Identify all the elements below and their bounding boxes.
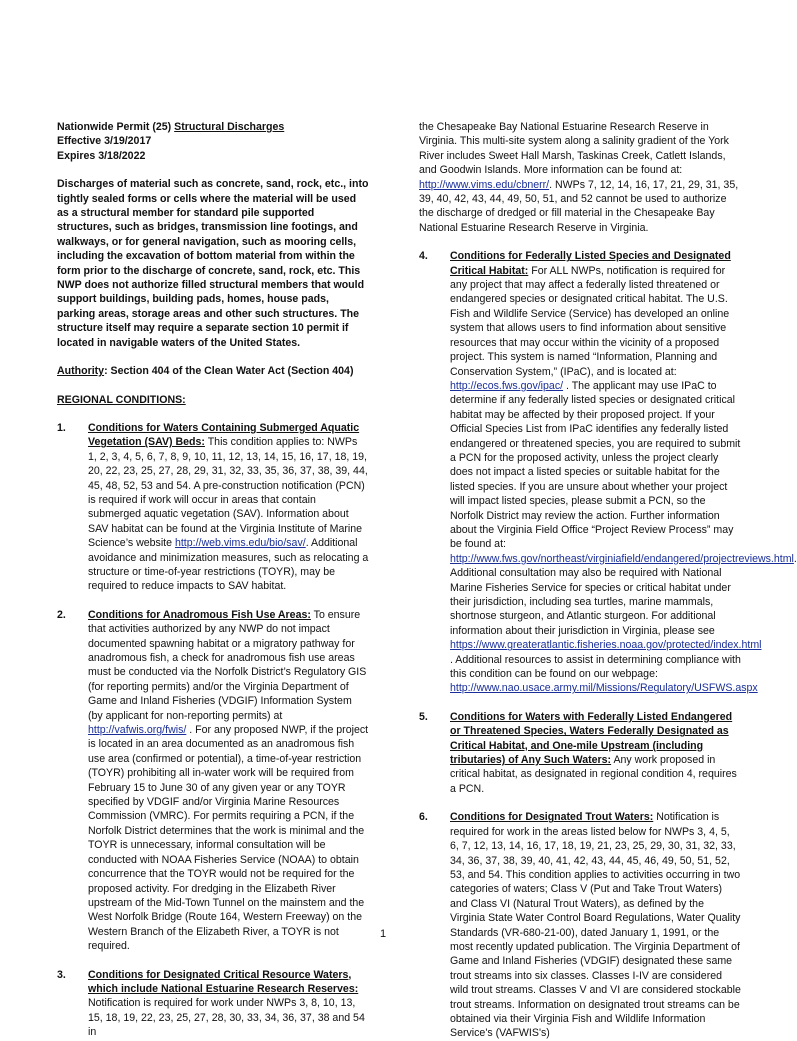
condition-3-title: Conditions for Designated Critical Resource Waters, which include National Estuarine Research Reserves: [88, 968, 359, 995]
right-column [419, 120, 797, 1041]
authority-line: Authority: Section 404 of the Clean Water Act (Section 404) [57, 365, 354, 378]
expires-date: Expires 3/18/2022 [57, 149, 146, 162]
permit-title: Nationwide Permit (25) Structural Discharges [57, 121, 285, 133]
ipac-link[interactable]: http://ecos.fws.gov/ipac/ [450, 379, 564, 392]
condition-5-title: Conditions for Waters with Federally Listed Endangered or Threatened Species, Waters Federally Designated as Critical Habitat, and One-mile Upstream (including tributaries) of Any Such Waters: [450, 710, 733, 767]
vafwis-link[interactable]: http://vafwis.org/fwis/ [88, 724, 187, 737]
effective-date: Effective 3/19/2017 [57, 135, 152, 148]
condition-2-title: Conditions for Anadromous Fish Use Areas: [88, 608, 311, 621]
usace-usfws-link[interactable]: http://www.nao.usace.army.mil/Missions/Regulatory/USFWS.aspx [450, 682, 758, 695]
page-number: 1 [380, 928, 387, 940]
condition-4-title: Conditions for Federally Listed Species and Designated Critical Habitat: [450, 250, 731, 277]
condition-3: 3. Conditions for Designated Critical Resource Waters, which include National Estuarine Research Reserves: Notification is required for work under NWPs 3, 8, 10, 13, 15, 18, 19, 22, 23, 25, 27, 28, 30, 33, 34, 36, 37, 38 and 54 in [57, 968, 365, 1039]
condition-2: 2. Conditions for Anadromous Fish Use Areas: To ensure that activities authorized by any NWP do not impact documented spawning habitat or a migratory pathway for anadromous fish, a check for anadromous fish use areas must be conducted via the Norfolk District’s Regulatory GIS (for reporting permits) and/or the Virginia Department of Game and Inland Fisheries (VDGIF) Information System (by applicant for non-reporting permits) at http://vafwis.org/fwis/ . For any proposed NWP, if the project is located in an area documented as an anadromous fish use area (confirmed or potential), a time-of-year restriction (TOYR) prohibiting all in-water work will be required from February 15 to June 30 of any given year or any TOYR specified by VDGIF and/or Virginia Marine Resources Commission (VMRC). For permits requiring a PCN, if the Norfolk District determines that the work is minimal and the TOYR is unnecessary, informal consultation will be conducted with NOAA Fisheries Service (NOAA) to obtain concurrence that the TOYR would not be required for the proposed activity. For dredging in the Elizabeth River upstream of the Mid-Town Tunnel on the mainstem and the West Norfolk Bridge (Route 164, Western Freeway) on the Western Branch of the Elizabeth River, a TOYR is not required. [57, 608, 369, 953]
condition-6-title: Conditions for Designated Trout Waters: [450, 811, 654, 824]
condition-6: 6. Conditions for Designated Trout Waters: Notification is required for work in the areas listed below for NWPs 3, 4, 5, 6, 7, 12, 13, 14, 16, 17, 18, 19, 21, 23, 25, 29, 30, 31, 32, 33, 34, 36, 37, 38, 39, 40, 41, 42, 43, 44, 45, 46, 49, 50, 51, 52, 53, and 54. This condition applies to activities occurring in two categories of waters; Class V (Put and Take Trout Waters) and Class VI (Natural Trout Waters), as defined by the Virginia State Water Control Board Regulations, Water Quality Standards (VR-680-21-00), dated January 1, 1991, or the most recently updated publication. The Virginia Department of Game and Inland Fisheries (VDGIF) designated these same trout streams into six classes. Classes I-IV are considered wild trout streams. Classes V and VI are considered stockable trout streams. Information on designated trout streams can be obtained via their Virginia Fish and Wildlife Information Service's (VAFWIS's) [419, 811, 741, 1040]
condition-3-continued: the Chesapeake Bay National Estuarine Research Reserve in Virginia. This multi-site system along a salinity gradient of the York River includes Sweet Hall Marsh, Taskinas Creek, Catlett Islands, and Goodwin Islands. More information can be found at: http://www.vims.edu/cbnerr/. NWPs 7, 12, 14, 16, 17, 21, 29, 31, 35, 39, 40, 42, 43, 44, 49, 50, 51, and 52 cannot be used to authorize the discharge of dredged or fill material in the Chesapeake Bay National Estuarine Research Reserve in Virginia. [419, 121, 739, 234]
fws-project-review-link[interactable]: http://www.fws.gov/northeast/virginiafield/endangered/projectreviews.html [450, 552, 794, 565]
condition-1-title: Conditions for Waters Containing Submerged Aquatic Vegetation (SAV) Beds: [88, 421, 360, 449]
noaa-protected-link[interactable]: https://www.greateratlantic.fisheries.noaa.gov/protected/index.html [450, 639, 762, 652]
sav-link[interactable]: http://web.vims.edu/bio/sav/ [174, 537, 306, 550]
left-column [57, 120, 369, 1040]
condition-1: 1. Conditions for Waters Containing Submerged Aquatic Vegetation (SAV) Beds: This condition applies to: NWPs 1, 2, 3, 4, 5, 6, 7, 8, 9, 10, 11, 12, 13, 14, 15, 16, 17, 18, 19, 20, 22, 23, 25, 27, 28, 29, 31, 32, 33, 35, 36, 37, 38, 39, 44, 45, 48, 52, 53 and 54. A pre-construction notification (PCN) is required if work will occur in areas that contain submerged aquatic vegetation (SAV). Information about SAV habitat can be found at the Virginia Institute of Marine Science’s website http://web.vims.edu/bio/sav/. Additional avoidance and minimization measures, such as relocating a structure or time-of-year restrictions (TOYR), may be required to reduce impacts to SAV habitat. [57, 421, 369, 593]
permit-title-link[interactable]: Structural Discharges [174, 121, 285, 133]
intro-paragraph: Discharges of material such as concrete, sand, rock, etc., into tightly sealed forms or cells where the material will be used as a structural member for standard pile supported structures, such as bridges, transmission line footings, and walkways, or for general navigation, such as mooring cells, including the excavation of bottom material from within the form prior to the discharge of concrete, sand, rock, etc. This NWP does not authorize filled structural members that would support buildings, building pads, homes, house pads, parking areas, storage areas and other such structures. The structure itself may require a separate section 10 permit if located in navigable waters of the United States. [57, 178, 369, 349]
cbnerr-link[interactable]: http://www.vims.edu/cbnerr/ [419, 178, 550, 191]
condition-5: 5. Conditions for Waters with Federally Listed Endangered or Threatened Species, Waters Federally Designated as Critical Habitat, and One-mile Upstream (including tributaries) of Any Such Waters: Any work proposed in critical habitat, as designated in regional condition 4, requires a PCN. [419, 710, 737, 795]
regional-conditions-heading: REGIONAL CONDITIONS: [57, 393, 186, 406]
condition-4: 4. Conditions for Federally Listed Species and Designated Critical Habitat: For ALL NWPs, notification is required for any project that may affect a federally listed threatened or endangered species or designated critical habitat. The U.S. Fish and Wildlife Service (Service) has developed an online system that allows users to find information about sensitive resources that may occur within the vicinity of a proposed project. This system is named “Information, Planning and Conservation System,” (IPaC), and is located at: http://ecos.fws.gov/ipac/ . The applicant may use IPaC to determine if any federally listed species or designated critical habitat may be affected by their proposed project. If your Official Species List from IPaC identifies any federally listed endangered or threatened species, you are required to submit a PCN for the proposed activity, unless the project clearly does not impact a listed species or suitable habitat for the listed species. If you are unsure about whether your project will impact listed species, please submit a PCN, so the Norfolk District may review the action. Further information about the Virginia Field Office “Project Review Process” may be found at: http://www.fws.gov/northeast/virginiafield/endangered/projectreviews.html. Additional consultation may also be required with National Marine Fisheries Service for species or critical habitat under their jurisdiction, including sea turtles, marine mammals, shortnose sturgeon, and Atlantic sturgeon. For additional information about their jurisdiction in Virginia, please see https://www.greateratlantic.fisheries.noaa.gov/protected/index.html . Additional resources to assist in determining compliance with this condition can be found on our webpage: http://www.nao.usace.army.mil/Missions/Regulatory/USFWS.aspx [419, 250, 797, 695]
